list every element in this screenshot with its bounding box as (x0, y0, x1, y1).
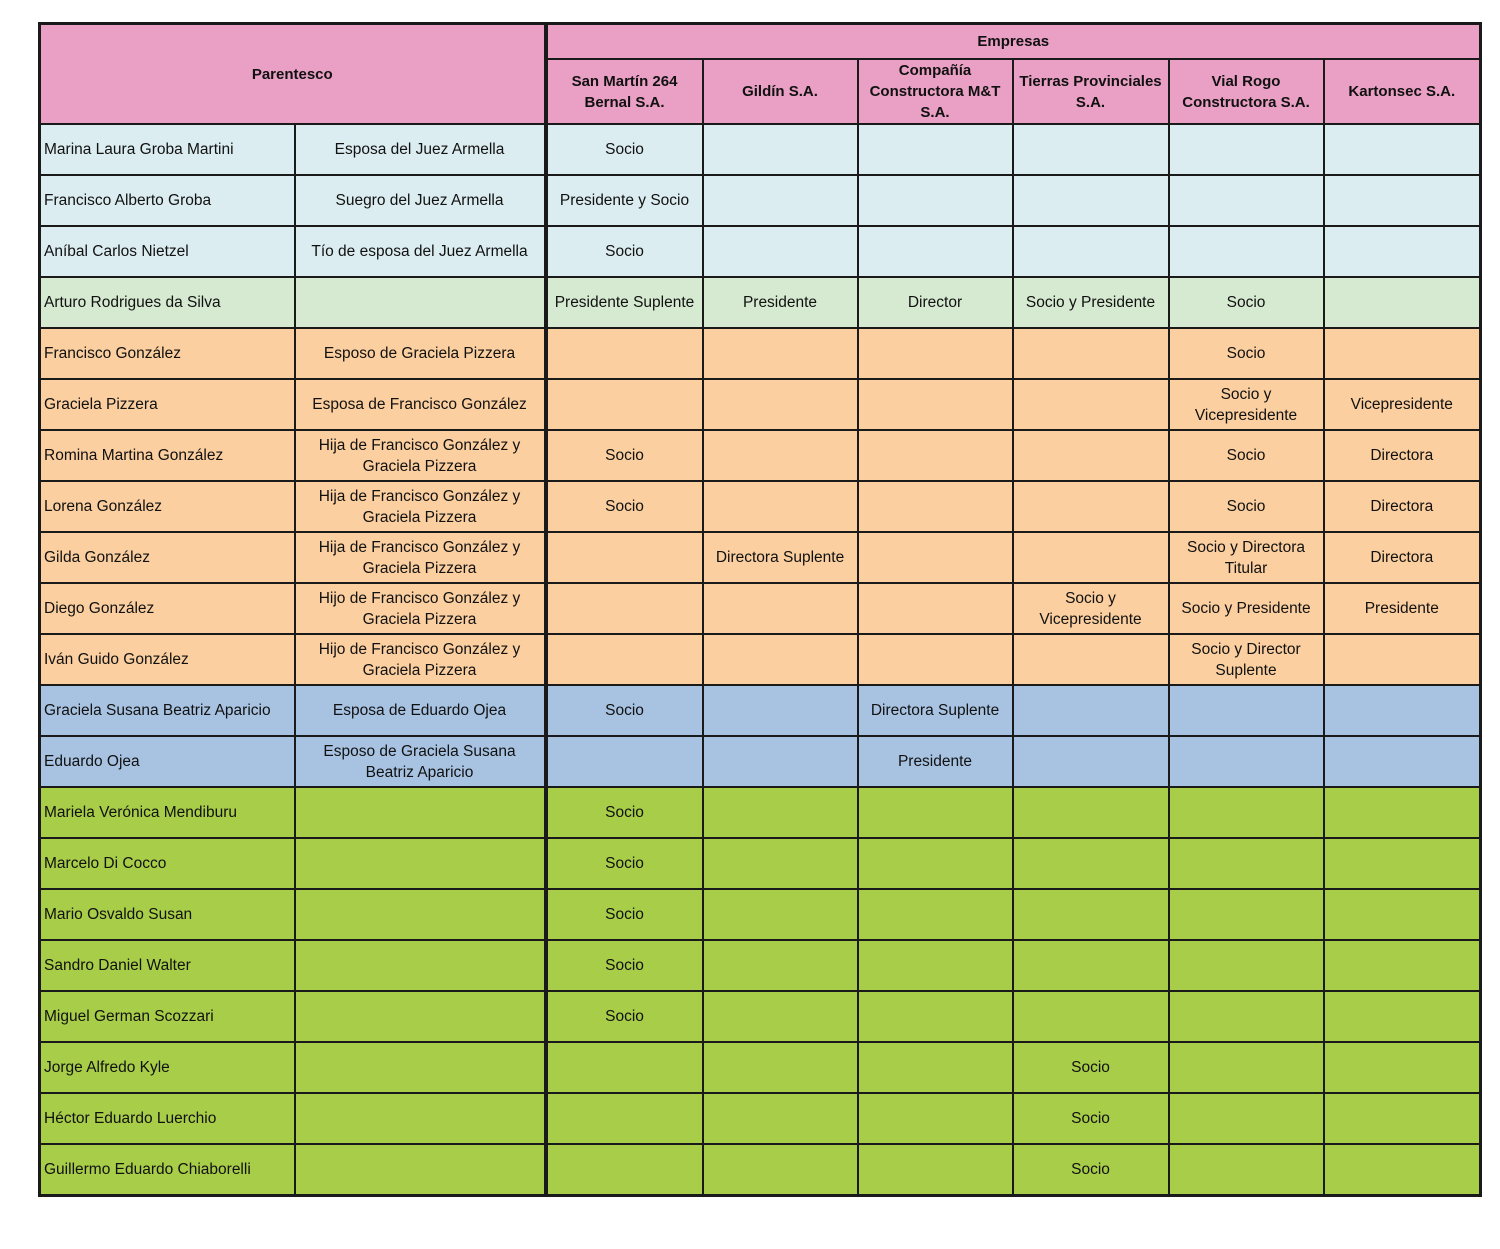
person-name-cell: Iván Guido González (40, 634, 295, 685)
table-row (40, 277, 1481, 328)
relation-cell (295, 1042, 546, 1093)
role-cell: Socio (546, 481, 703, 532)
person-name-cell: Romina Martina González (40, 430, 295, 481)
role-cell (1169, 787, 1324, 838)
person-name-cell: Eduardo Ojea (40, 736, 295, 787)
role-cell (703, 379, 858, 430)
relation-cell (295, 787, 546, 838)
role-cell (1324, 1144, 1481, 1196)
role-cell (703, 226, 858, 277)
person-name-cell: Lorena González (40, 481, 295, 532)
role-cell (1169, 685, 1324, 736)
role-cell (858, 1093, 1013, 1144)
table-row (40, 736, 1481, 787)
relation-cell (295, 889, 546, 940)
role-cell: Socio (1013, 1042, 1169, 1093)
person-name-cell: Gilda González (40, 532, 295, 583)
company-header: Tierras Provinciales S.A. (1013, 59, 1169, 124)
person-name-cell: Marina Laura Groba Martini (40, 124, 295, 175)
table-row (40, 991, 1481, 1042)
role-cell (1324, 1093, 1481, 1144)
role-cell (1324, 1042, 1481, 1093)
role-cell (703, 838, 858, 889)
role-cell (858, 532, 1013, 583)
table-row (40, 634, 1481, 685)
role-cell (1013, 889, 1169, 940)
role-cell: Socio (546, 838, 703, 889)
role-cell: Socio y Vicepresidente (1169, 379, 1324, 430)
role-cell: Presidente (703, 277, 858, 328)
role-cell: Socio (546, 124, 703, 175)
role-cell (1013, 634, 1169, 685)
role-cell: Socio (1013, 1093, 1169, 1144)
person-name-cell: Francisco González (40, 328, 295, 379)
role-cell (546, 1144, 703, 1196)
role-cell (703, 940, 858, 991)
role-cell (1169, 226, 1324, 277)
role-cell: Presidente (858, 736, 1013, 787)
role-cell (546, 736, 703, 787)
person-name-cell: Marcelo Di Cocco (40, 838, 295, 889)
role-cell: Socio (546, 787, 703, 838)
relation-cell: Esposa del Juez Armella (295, 124, 546, 175)
role-cell: Socio (546, 226, 703, 277)
role-cell (1013, 736, 1169, 787)
company-header: Vial Rogo Constructora S.A. (1169, 59, 1324, 124)
role-cell (858, 583, 1013, 634)
role-cell: Socio (1169, 481, 1324, 532)
person-name-cell: Graciela Pizzera (40, 379, 295, 430)
person-name-cell: Diego González (40, 583, 295, 634)
relation-cell (295, 1093, 546, 1144)
role-cell: Socio y Directora Titular (1169, 532, 1324, 583)
role-cell (703, 430, 858, 481)
relation-cell (295, 1144, 546, 1196)
role-cell (1013, 175, 1169, 226)
role-cell (703, 175, 858, 226)
role-cell (1013, 226, 1169, 277)
role-cell: Socio (546, 991, 703, 1042)
parentesco-header: Parentesco (40, 24, 546, 125)
relation-cell (295, 838, 546, 889)
role-cell (703, 889, 858, 940)
role-cell (1169, 1042, 1324, 1093)
person-name-cell: Miguel German Scozzari (40, 991, 295, 1042)
person-name-cell: Mario Osvaldo Susan (40, 889, 295, 940)
role-cell: Directora Suplente (858, 685, 1013, 736)
role-cell (1169, 991, 1324, 1042)
role-cell (703, 991, 858, 1042)
relation-cell: Tío de esposa del Juez Armella (295, 226, 546, 277)
role-cell: Directora Suplente (703, 532, 858, 583)
role-cell (858, 1042, 1013, 1093)
role-cell (703, 328, 858, 379)
role-cell: Socio y Vicepresidente (1013, 583, 1169, 634)
role-cell (703, 583, 858, 634)
table-row (40, 175, 1481, 226)
relation-cell: Hijo de Francisco González y Graciela Pizzera (295, 634, 546, 685)
role-cell (858, 430, 1013, 481)
role-cell (858, 940, 1013, 991)
role-cell (1169, 1093, 1324, 1144)
table-row (40, 430, 1481, 481)
company-header: Kartonsec S.A. (1324, 59, 1481, 124)
role-cell (1324, 634, 1481, 685)
role-cell (546, 532, 703, 583)
relation-cell: Esposa de Francisco González (295, 379, 546, 430)
relation-cell: Hija de Francisco González y Graciela Pizzera (295, 532, 546, 583)
role-cell (546, 634, 703, 685)
relation-cell: Hija de Francisco González y Graciela Pizzera (295, 481, 546, 532)
role-cell (546, 379, 703, 430)
role-cell (1013, 532, 1169, 583)
table-row (40, 1042, 1481, 1093)
role-cell (1324, 226, 1481, 277)
role-cell: Socio (546, 940, 703, 991)
role-cell (1324, 736, 1481, 787)
table-row (40, 787, 1481, 838)
role-cell (1169, 940, 1324, 991)
role-cell (1324, 940, 1481, 991)
role-cell (1324, 889, 1481, 940)
table-row (40, 481, 1481, 532)
role-cell (858, 889, 1013, 940)
role-cell: Presidente y Socio (546, 175, 703, 226)
table-row (40, 889, 1481, 940)
table-row (40, 583, 1481, 634)
relation-cell: Esposo de Graciela Susana Beatriz Aparicio (295, 736, 546, 787)
role-cell: Socio (546, 430, 703, 481)
role-cell (1324, 175, 1481, 226)
person-name-cell: Arturo Rodrigues da Silva (40, 277, 295, 328)
company-relationship-table (38, 22, 1482, 1197)
role-cell: Director (858, 277, 1013, 328)
role-cell (703, 736, 858, 787)
role-cell: Presidente Suplente (546, 277, 703, 328)
role-cell (1013, 940, 1169, 991)
relation-cell: Esposo de Graciela Pizzera (295, 328, 546, 379)
role-cell: Socio y Director Suplente (1169, 634, 1324, 685)
role-cell (1169, 736, 1324, 787)
role-cell: Socio (546, 685, 703, 736)
role-cell (703, 124, 858, 175)
table-row (40, 328, 1481, 379)
role-cell (546, 328, 703, 379)
role-cell (858, 634, 1013, 685)
role-cell: Socio y Presidente (1169, 583, 1324, 634)
relation-cell: Hijo de Francisco González y Graciela Pizzera (295, 583, 546, 634)
company-header: Gildín S.A. (703, 59, 858, 124)
role-cell (703, 1042, 858, 1093)
role-cell: Socio (1169, 430, 1324, 481)
role-cell: Directora (1324, 481, 1481, 532)
relation-cell (295, 940, 546, 991)
role-cell: Presidente (1324, 583, 1481, 634)
role-cell (858, 1144, 1013, 1196)
role-cell (703, 481, 858, 532)
role-cell (1013, 991, 1169, 1042)
role-cell (1013, 328, 1169, 379)
role-cell (1324, 124, 1481, 175)
role-cell: Socio (546, 889, 703, 940)
table-body (40, 124, 1481, 1196)
person-name-cell: Sandro Daniel Walter (40, 940, 295, 991)
role-cell (1013, 787, 1169, 838)
role-cell: Directora (1324, 532, 1481, 583)
empresas-header: Empresas (546, 24, 1481, 60)
role-cell (858, 124, 1013, 175)
person-name-cell: Aníbal Carlos Nietzel (40, 226, 295, 277)
role-cell (546, 1042, 703, 1093)
person-name-cell: Francisco Alberto Groba (40, 175, 295, 226)
table-row (40, 940, 1481, 991)
person-name-cell: Héctor Eduardo Luerchio (40, 1093, 295, 1144)
person-name-cell: Graciela Susana Beatriz Aparicio (40, 685, 295, 736)
table-row (40, 1144, 1481, 1196)
company-header: San Martín 264 Bernal S.A. (546, 59, 703, 124)
table-row (40, 838, 1481, 889)
role-cell (703, 1093, 858, 1144)
table-row (40, 1093, 1481, 1144)
table-row (40, 379, 1481, 430)
relation-cell: Suegro del Juez Armella (295, 175, 546, 226)
table-row (40, 685, 1481, 736)
role-cell (1169, 1144, 1324, 1196)
role-cell (1013, 685, 1169, 736)
role-cell (858, 379, 1013, 430)
person-name-cell: Mariela Verónica Mendiburu (40, 787, 295, 838)
role-cell: Socio y Presidente (1013, 277, 1169, 328)
role-cell: Socio (1013, 1144, 1169, 1196)
relation-cell (295, 991, 546, 1042)
role-cell (858, 481, 1013, 532)
role-cell (1324, 685, 1481, 736)
role-cell (703, 787, 858, 838)
role-cell (1013, 379, 1169, 430)
role-cell (1169, 175, 1324, 226)
relation-cell: Esposa de Eduardo Ojea (295, 685, 546, 736)
role-cell (703, 1144, 858, 1196)
role-cell: Directora (1324, 430, 1481, 481)
role-cell (1324, 838, 1481, 889)
role-cell (858, 838, 1013, 889)
person-name-cell: Guillermo Eduardo Chiaborelli (40, 1144, 295, 1196)
role-cell: Vicepresidente (1324, 379, 1481, 430)
company-header: Compañía Constructora M&T S.A. (858, 59, 1013, 124)
role-cell (1013, 481, 1169, 532)
relation-cell: Hija de Francisco González y Graciela Pizzera (295, 430, 546, 481)
role-cell (858, 175, 1013, 226)
role-cell (858, 226, 1013, 277)
role-cell (1169, 838, 1324, 889)
role-cell: Socio (1169, 277, 1324, 328)
role-cell (1013, 838, 1169, 889)
role-cell (546, 1093, 703, 1144)
role-cell (1013, 430, 1169, 481)
role-cell: Socio (1169, 328, 1324, 379)
role-cell (1324, 991, 1481, 1042)
table-row (40, 226, 1481, 277)
role-cell (1013, 124, 1169, 175)
relation-cell (295, 277, 546, 328)
role-cell (546, 583, 703, 634)
table-row (40, 124, 1481, 175)
role-cell (1324, 328, 1481, 379)
role-cell (703, 634, 858, 685)
role-cell (858, 787, 1013, 838)
role-cell (858, 328, 1013, 379)
role-cell (1169, 124, 1324, 175)
person-name-cell: Jorge Alfredo Kyle (40, 1042, 295, 1093)
role-cell (858, 991, 1013, 1042)
role-cell (1169, 889, 1324, 940)
table-row (40, 532, 1481, 583)
role-cell (1324, 277, 1481, 328)
role-cell (703, 685, 858, 736)
role-cell (1324, 787, 1481, 838)
